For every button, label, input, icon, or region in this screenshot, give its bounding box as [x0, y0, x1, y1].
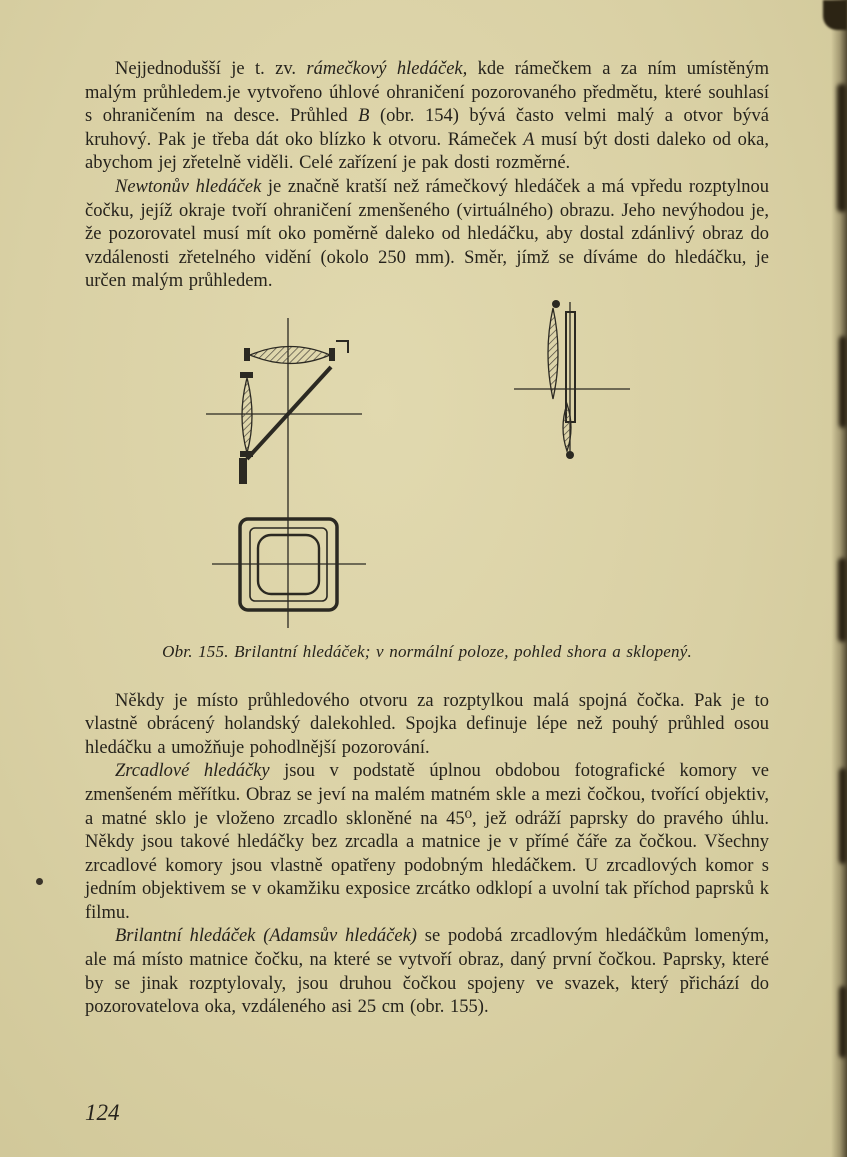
paragraph-brilantni: [85, 925, 769, 1019]
text-run: se podobá zrcadlovým hledáčkům lomeným, ale má místo matnice čočku, na které se vytvoří obraz, daný první čočkou. Paprsky, které by se jinak rozptylovaly, jsou druhou čočkou spojeny ve svazek, který přichází do pozorovatelova oka, vzdáleného asi 25 cm (obr. 155).: [85, 926, 769, 1018]
caption-text: Obr. 155. Brilantní hledáček; v normální poloze, pohled shora a sklopený.: [162, 641, 692, 661]
page-number: 124: [85, 1100, 120, 1125]
text-run: kde rámečkem a za ním umístěným malým průhledem.je vytvořeno úhlové ohraničení pozorovaného předmětu, které souhlasí s ohraničením na desce. Průhled: [85, 59, 769, 127]
italic-term: A: [523, 129, 535, 150]
scan-smudge: [838, 558, 847, 642]
scan-smudge: [839, 336, 847, 428]
figure-side-view: [514, 300, 630, 459]
ink-speck: [36, 878, 43, 885]
scan-smudge: [839, 768, 847, 864]
italic-term: rámečkový hledáček,: [306, 59, 468, 79]
text-run: je značně kratší než rámečkový hledáček a má vpředu rozptylnou čočku, jejíž okraje tvoří ohraničení zmenšeného (virtuálného) obrazu. Jeho nevýhodou je, že pozorovatel musí mít oko poměrně daleko od hledáčku, aby dostal zdánlivý obraz do vzdálenosti zřetelného vidění (okolo 250 mm). Směr, jímž se díváme do hledáčku, je určen malým průhledem.: [85, 176, 769, 292]
paragraph-spojka: [85, 690, 769, 761]
paragraph-newtonuv: [85, 176, 769, 294]
scan-smudge: [837, 84, 847, 212]
text-run: musí být dosti daleko od oka, abychom jej zřetelně viděli. Celé zařízení je pak dosti rozměrné.: [85, 129, 770, 174]
italic-term: Brilantní hledáček (Adamsův hledáček): [115, 926, 417, 947]
figure-obr-155: [85, 294, 769, 630]
italic-term: Zrcadlové hledáčky: [115, 761, 270, 782]
italic-term: B: [358, 106, 370, 127]
figure-caption: [85, 640, 769, 664]
scan-smudge: [839, 986, 847, 1058]
figure-front-view: [212, 497, 366, 628]
text-run: jsou v podstatě úplnou obdobou fotografické komory ve zmenšeném měřítku. Obraz se jeví na malém matném skle a mezi čočkou, tvořící objektiv, a matné sklo je vloženo zrcadlo skloněné na 45⁰, jež odráží paprsky do pravého úhlu. Někdy jsou takové hledáčky bez zrcadla a matnice je v přímé čáře za čočkou. Všechny zrcadlové komory jsou vlastně opatřeny podobným hledáčkem. U zrcadlových komor s jedním objektivem se v okamžiku exposice zrcátko odklopí a uvolní tak příchod paprsků k filmu.: [85, 761, 769, 923]
scan-smudge: [823, 0, 847, 30]
paragraph-zrcadlove: [85, 760, 769, 925]
italic-term: Newtonův hledáček: [115, 176, 262, 197]
figure-drawing: [85, 294, 769, 630]
paragraph-ramecek: [85, 58, 769, 176]
text-block: [85, 58, 769, 1020]
text-run: (obr. 154) bývá často velmi malý a otvor bývá kruhový. Pak je třeba dát oko blízko k otvoru. Rámeček: [85, 106, 770, 150]
figure-top-view: [206, 318, 362, 497]
text-run: Nejjednodušší je t. zv.: [115, 59, 307, 79]
text-run: Někdy je místo průhledového otvoru za rozptylkou malá spojná čočka. Pak je to vlastně obrácený holandský dalekohled. Spojka definuje lépe než pouhý průhled osou hledáčku a umožňuje pohodlnější pozorování.: [85, 690, 769, 758]
